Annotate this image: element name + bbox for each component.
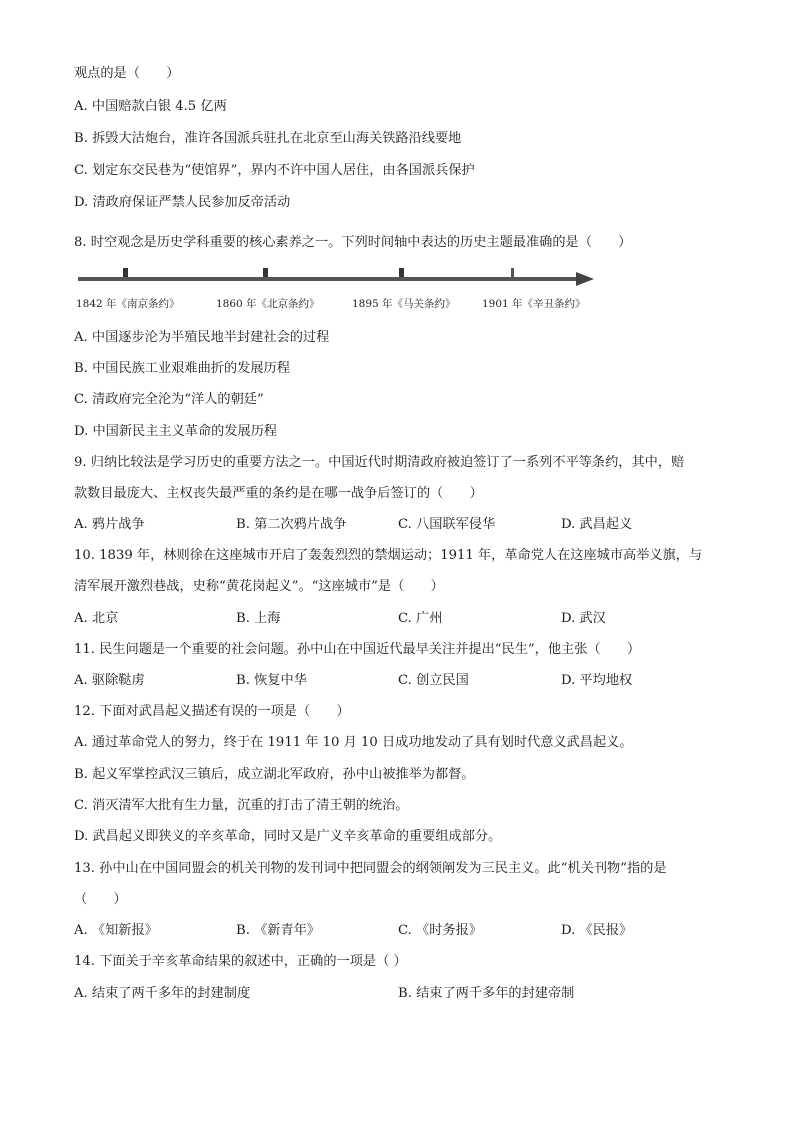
question-11-stem: 11. 民生问题是一个重要的社会问题。孙中山在中国近代最早关注并提出“民生”，他主张（ ） [74,642,641,657]
question-13-stem-line2: （ ） [74,892,127,907]
question-8-stem: 8. 时空观念是历史学科重要的核心素养之一。下列时间轴中表达的历史主题最准确的是（ ） [74,235,632,250]
timeline-label-1901: 1901 年《辛丑条约》 [482,298,586,310]
question-14-stem: 14. 下面关于辛亥革命结果的叙述中，正确的一项是（ ） [74,954,407,969]
question-8-option-b: B. 中国民族工业艰难曲折的发展历程 [74,361,290,376]
question-13-option-a: A. 《知新报》 [74,923,158,938]
question-8-option-c: C. 清政府完全沦为“洋人的朝廷” [74,392,264,407]
question-12-option-d: D. 武昌起义即狭义的辛亥革命，同时又是广义辛亥革命的重要组成部分。 [74,829,502,844]
timeline-tick-1901 [511,268,514,277]
question-7-option-a: A. 中国赔款白银 4.5 亿两 [74,99,227,114]
timeline-axis [76,266,596,296]
question-10-option-d: D. 武汉 [561,611,606,626]
question-14-option-b: B. 结束了两千多年的封建帝制 [398,986,575,1001]
question-10-option-c: C. 广州 [398,611,443,626]
question-10-option-a: A. 北京 [74,611,119,626]
timeline-label-1895: 1895 年《马关条约》 [352,298,456,310]
timeline-tick-1842 [123,268,128,277]
question-11-option-c: C. 创立民国 [398,673,469,688]
question-8-option-d: D. 中国新民主主义革命的发展历程 [74,424,278,439]
timeline-label-1860: 1860 年《北京条约》 [216,298,320,310]
question-12-option-c: C. 消灭清军大批有生力量，沉重的打击了清王朝的统治。 [74,798,409,813]
question-9-option-a: A. 鸦片战争 [74,517,145,532]
question-11-option-b: B. 恢复中华 [236,673,307,688]
question-9-stem-line1: 9. 归纳比较法是学习历史的重要方法之一。中国近代时期清政府被迫签订了一系列不平等条约，其中，赔 [74,455,685,470]
question-9-option-c: C. 八国联军侵华 [398,517,496,532]
question-7-option-b: B. 拆毁大沽炮台，准许各国派兵驻扎在北京至山海关铁路沿线要地 [74,131,462,146]
question-9-option-d: D. 武昌起义 [561,517,633,532]
question-13-option-d: D. 《民报》 [561,923,633,938]
question-10-stem-line2: 清军展开激烈巷战，史称“黄花岗起义”。“这座城市”是（ ） [74,579,444,594]
question-9-stem-line2: 款数目最庞大、主权丧失最严重的条约是在哪一战争后签订的（ ） [74,486,483,501]
question-11-option-d: D. 平均地权 [561,673,633,688]
question-7-option-c: C. 划定东交民巷为“使馆界”，界内不许中国人居住，由各国派兵保护 [74,163,475,178]
question-14-option-a: A. 结束了两千多年的封建制度 [74,986,251,1001]
question-12-stem: 12. 下面对武昌起义描述有误的一项是（ ） [74,704,350,719]
question-13-option-b: B. 《新青年》 [236,923,321,938]
timeline-tick-1860 [263,268,268,277]
question-12-option-a: A. 通过革命党人的努力，终于在 1911 年 10 月 10 日成功地发动了具有划时代意义武昌起义。 [74,735,633,750]
question-13-option-c: C. 《时务报》 [398,923,482,938]
question-13-stem-line1: 13. 孙中山在中国同盟会的机关刊物的发刊词中把同盟会的纲领阐发为三民主义。此“机关刊物”指的是 [74,861,667,876]
question-10-stem-line1: 10. 1839 年，林则徐在这座城市开启了轰轰烈烈的禁烟运动；1911 年，革命党人在这座城市高举义旗，与 [74,548,703,563]
timeline-arrowhead [576,272,594,286]
timeline-tick-1895 [399,268,404,277]
question-8-option-a: A. 中国逐步沦为半殖民地半封建社会的过程 [74,330,330,345]
question-10-option-b: B. 上海 [236,611,281,626]
question-11-option-a: A. 驱除鞑虏 [74,673,145,688]
question-7-option-d: D. 清政府保证严禁人民参加反帝活动 [74,195,291,210]
question-9-option-b: B. 第二次鸦片战争 [236,517,347,532]
timeline-label-1842: 1842 年《南京条约》 [76,298,180,310]
question-7-stem-tail: 观点的是（ ） [74,66,180,81]
question-12-option-b: B. 起义军掌控武汉三镇后，成立湖北军政府，孙中山被推举为都督。 [74,767,475,782]
timeline-bar [78,277,578,281]
treaty-timeline [76,266,596,316]
